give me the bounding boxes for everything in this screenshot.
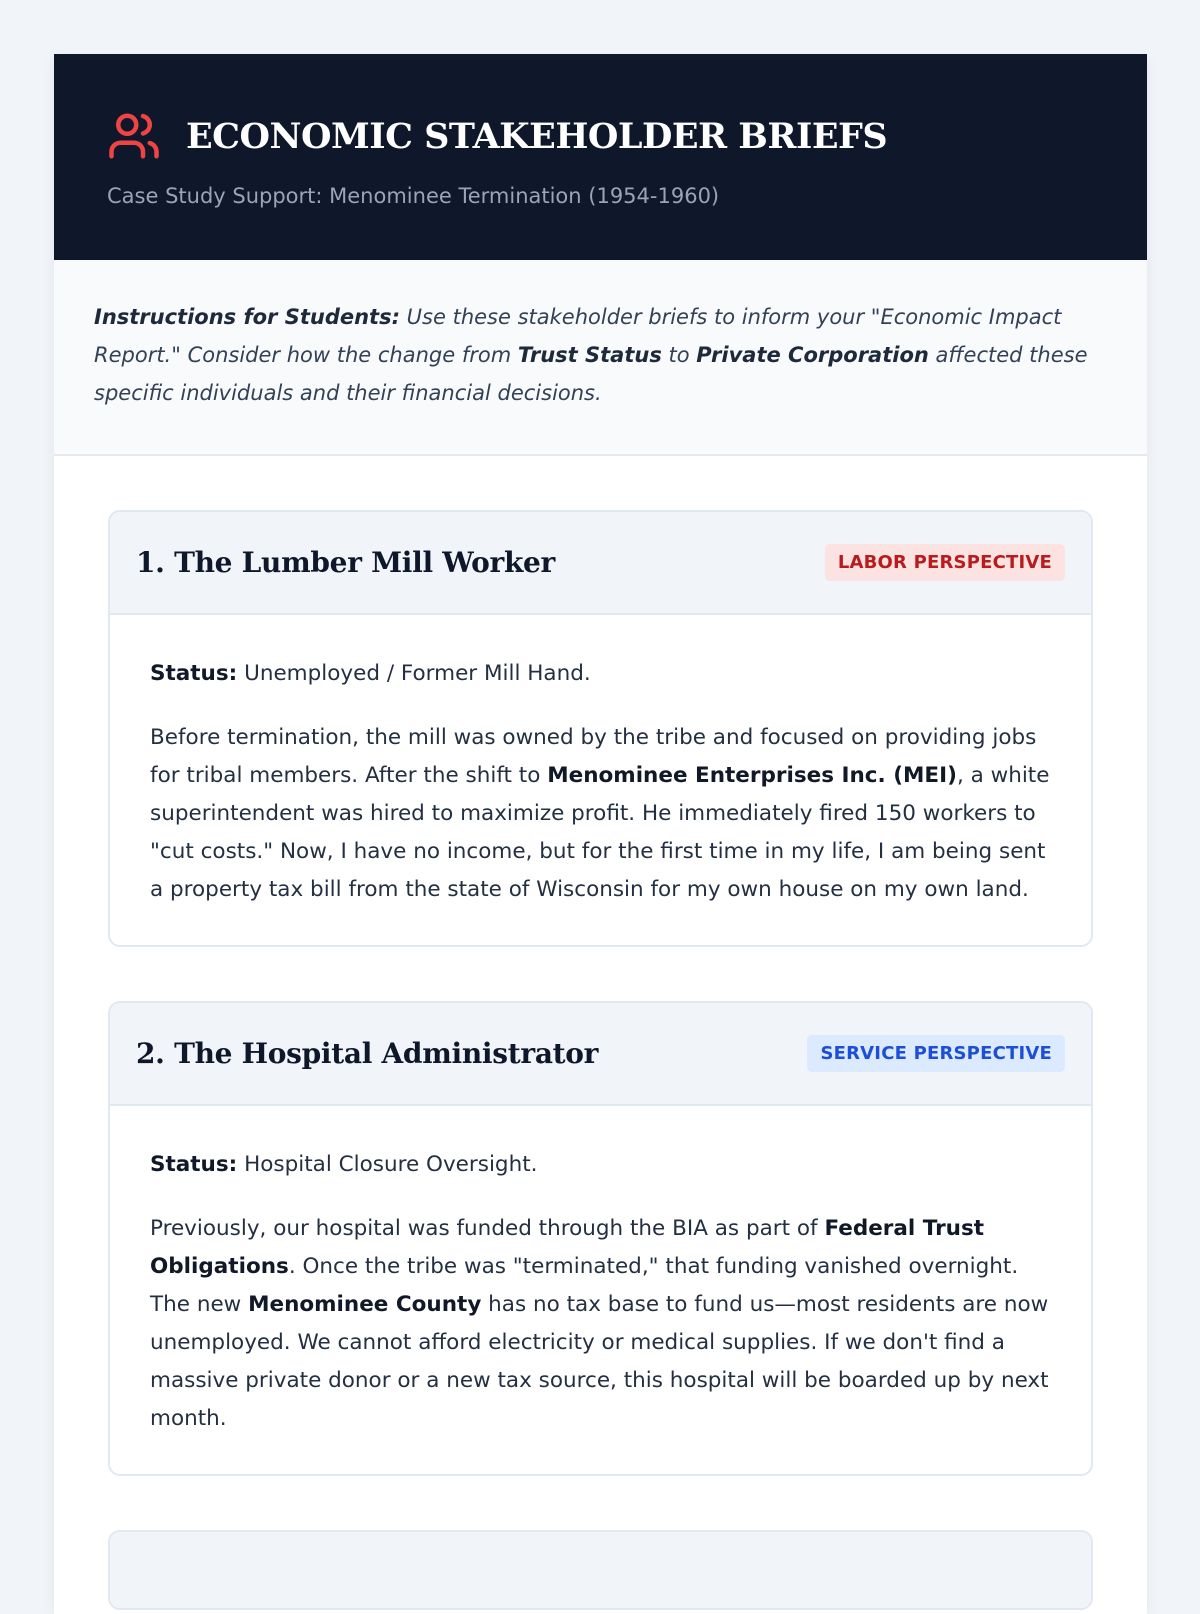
testimony-bold: Menominee Enterprises Inc. (MEI) <box>547 763 957 788</box>
testimony-paragraph <box>150 1210 1051 1438</box>
instructions-text-1: Use these stakeholder briefs to inform your "Economic Impact Report." Consider how the change from <box>94 305 1062 367</box>
status-value: Hospital Closure Oversight. <box>237 1152 538 1177</box>
status-label: Status: <box>150 1152 238 1177</box>
instructions-text-3: affected these specific individuals and their financial decisions. <box>94 343 1088 405</box>
testimony-text: Previously, our hospital was funded through the BIA as part of <box>150 1216 825 1241</box>
testimony-bold: Federal Trust Obligations <box>150 1216 985 1279</box>
instructions-lead: Instructions for Students: <box>94 305 400 329</box>
card-header <box>110 1003 1091 1106</box>
page-subtitle: Case Study Support: Menominee Termination (1954-1960) <box>107 184 720 208</box>
document-page <box>54 54 1147 1614</box>
student-instructions <box>54 260 1147 456</box>
stakeholder-card-partial <box>108 1530 1093 1610</box>
testimony-text: has no tax base to fund us—most residents are now unemployed. We cannot afford electricity or medical supplies. If we don't find a massive private donor or a new tax source, this hospital will be boarded up by next month. <box>150 1292 1049 1431</box>
testimony-paragraph <box>150 719 1051 909</box>
page-header <box>54 54 1147 260</box>
instructions-bold-trust-status: Trust Status <box>517 343 662 367</box>
instructions-bold-private-corporation: Private Corporation <box>696 343 929 367</box>
status-line <box>150 1146 1051 1184</box>
perspective-badge: SERVICE PERSPECTIVE <box>807 1035 1065 1073</box>
testimony-bold: Menominee County <box>248 1292 482 1317</box>
card-header <box>110 1532 1091 1610</box>
card-header <box>110 512 1091 615</box>
status-label: Status: <box>150 661 238 686</box>
status-line <box>150 655 1051 693</box>
testimony-text: , a white superintendent was hired to maximize profit. He immediately fired 150 workers to "cut costs." Now, I have no income, but for the first time in my life, I am being sent a property tax bill from the state of Wisconsin for my own house on my own land. <box>150 763 1050 902</box>
users-icon <box>107 109 161 163</box>
instructions-text-2: to <box>661 343 697 367</box>
card-body <box>110 1106 1091 1474</box>
stakeholder-card-mill-worker <box>108 510 1093 947</box>
stakeholder-cards <box>54 456 1147 1610</box>
perspective-badge: LABOR PERSPECTIVE <box>825 544 1065 582</box>
card-title: 1. The Lumber Mill Worker <box>136 546 556 579</box>
stakeholder-card-hospital-administrator <box>108 1001 1093 1476</box>
card-title: 2. The Hospital Administrator <box>136 1037 599 1070</box>
page-title: ECONOMIC STAKEHOLDER BRIEFS <box>186 115 888 157</box>
status-value: Unemployed / Former Mill Hand. <box>237 661 591 686</box>
card-body <box>110 615 1091 945</box>
testimony-text: Before termination, the mill was owned by the tribe and focused on providing jobs for tribal members. After the shift to <box>150 725 1037 788</box>
testimony-text: . Once the tribe was "terminated," that funding vanished overnight. The new <box>150 1254 1019 1317</box>
title-row <box>107 106 1094 166</box>
